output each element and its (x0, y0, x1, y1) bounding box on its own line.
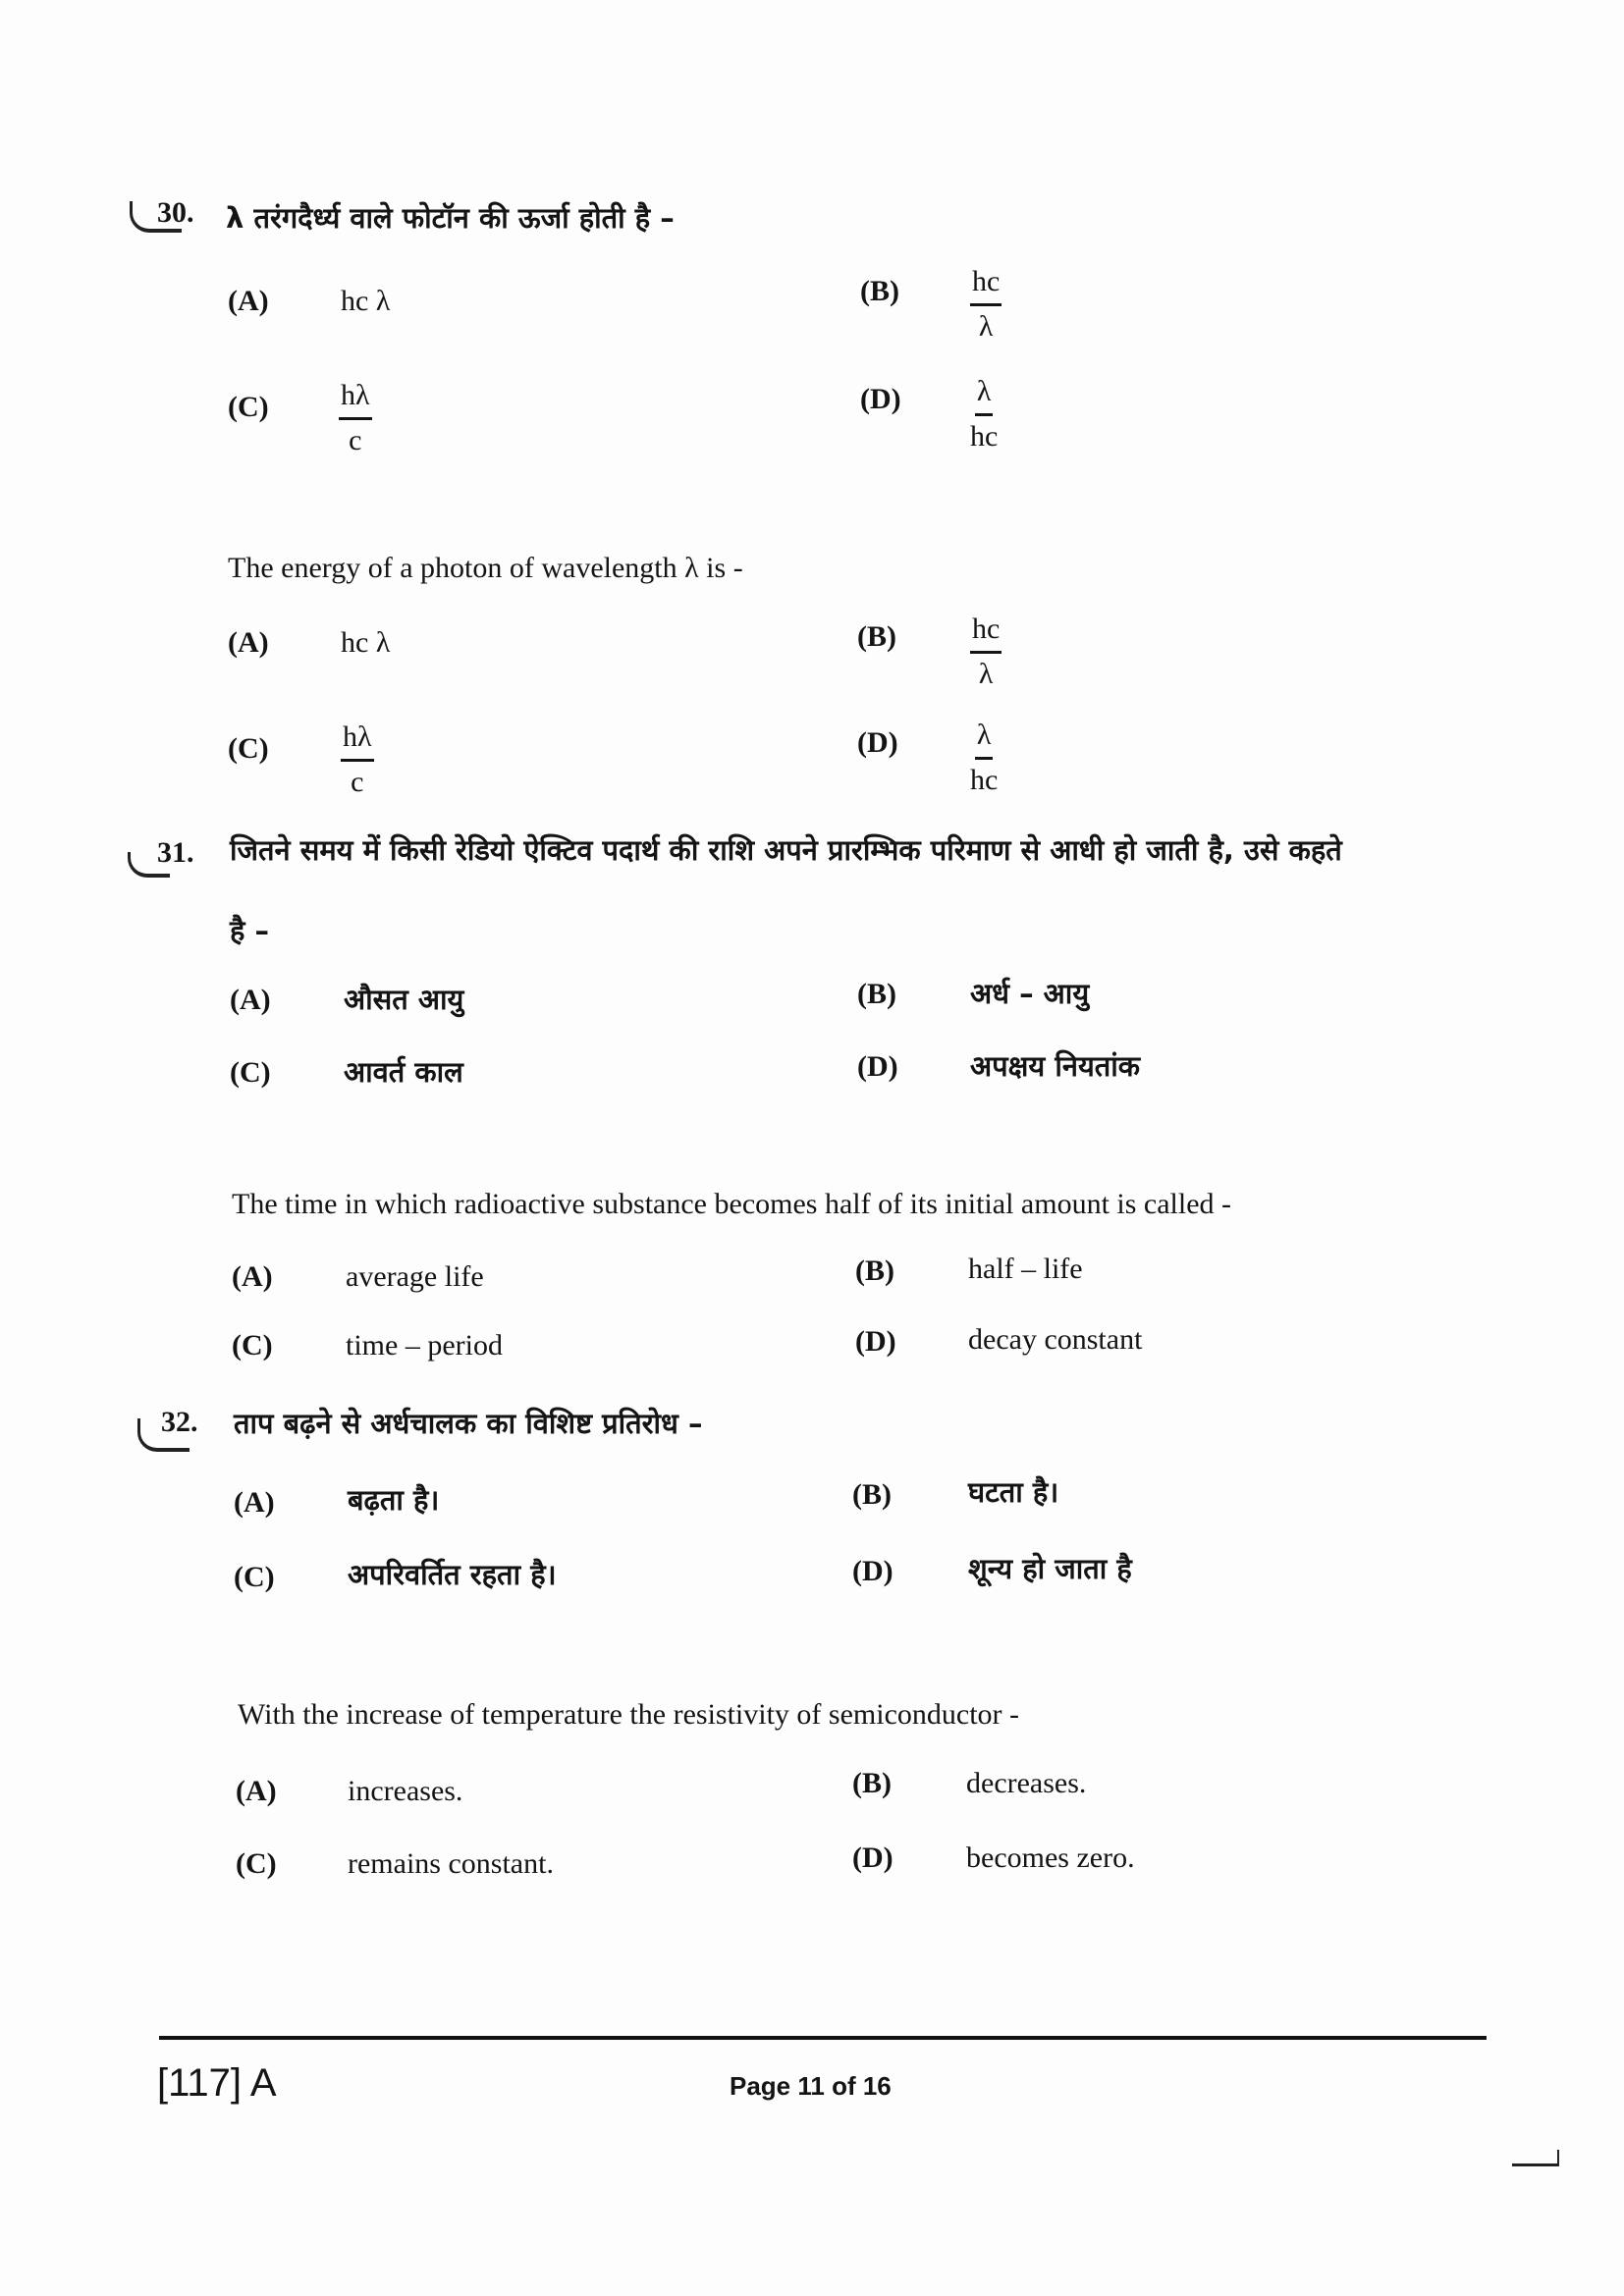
option-letter: (A) (230, 984, 271, 1016)
numerator: hλ (339, 379, 372, 420)
option-letter: (D) (855, 1325, 896, 1358)
option-letter: (B) (852, 1478, 892, 1511)
option-value: शून्य हो जाता है (968, 1552, 1132, 1585)
option-value: becomes zero. (966, 1842, 1135, 1874)
paper-code: [117] A (157, 2061, 277, 2105)
option-value: time – period (346, 1329, 503, 1362)
option-letter: (D) (852, 1555, 893, 1587)
option-letter: (C) (228, 391, 269, 423)
numerator: λ (975, 719, 994, 760)
question-text-hindi: ताप बढ़ने से अर्धचालक का विशिष्ट प्रतिरोध – (234, 1407, 703, 1440)
option-letter: (D) (857, 726, 898, 759)
option-letter: (D) (852, 1842, 893, 1874)
option-value: अपक्षय नियतांक (970, 1049, 1141, 1083)
option-value: decreases. (966, 1767, 1087, 1799)
denominator: hc (970, 419, 999, 453)
option-letter: (B) (857, 620, 896, 653)
question-number: 30. (157, 196, 194, 229)
numerator: hc (970, 265, 1001, 306)
option-value: hc λ (341, 626, 391, 659)
option-letter: (B) (852, 1767, 892, 1799)
option-letter: (C) (236, 1847, 277, 1880)
option-letter: (B) (860, 275, 899, 307)
option-letter: (C) (234, 1561, 275, 1593)
option-letter: (A) (234, 1486, 275, 1519)
option-value: घटता है। (968, 1475, 1059, 1509)
footer-divider (159, 2036, 1487, 2040)
option-letter: (B) (855, 1255, 894, 1287)
option-value: decay constant (968, 1323, 1143, 1356)
option-value: half – life (968, 1253, 1083, 1285)
question-text-hindi: जितने समय में किसी रेडियो ऐक्टिव पदार्थ की राशि अपने प्रारम्भिक परिमाण से आधी हो जाती है, उसे कहते (230, 833, 1342, 867)
denominator: hc (970, 763, 999, 796)
denominator: c (351, 765, 364, 798)
question-number: 31. (157, 836, 194, 869)
numerator: λ (975, 375, 994, 416)
option-value: increases. (348, 1775, 463, 1807)
option-letter: (B) (857, 978, 896, 1010)
option-value: बढ़ता है। (348, 1483, 440, 1517)
page-number: Page 11 of 16 (730, 2071, 892, 2101)
question-text-english: The time in which radioactive substance becomes half of its initial amount is called - (232, 1188, 1232, 1220)
corner-mark-icon (1512, 2150, 1559, 2166)
option-fraction (970, 613, 1001, 691)
option-value: remains constant. (348, 1847, 554, 1880)
option-letter: (A) (236, 1775, 277, 1807)
option-value: औसत आयु (344, 983, 464, 1016)
option-letter: (D) (860, 383, 901, 415)
option-letter: (C) (232, 1329, 273, 1362)
option-value: अर्ध – आयु (970, 977, 1090, 1010)
option-fraction (970, 265, 1001, 344)
option-value: आवर्त काल (344, 1055, 463, 1089)
option-fraction (970, 375, 998, 454)
question-text-english: With the increase of temperature the resistivity of semiconductor - (238, 1698, 1020, 1731)
option-letter: (D) (857, 1050, 898, 1083)
option-letter: (C) (228, 732, 269, 765)
option-fraction (339, 379, 372, 457)
question-text-english: The energy of a photon of wavelength λ is - (228, 552, 743, 584)
numerator: hc (970, 613, 1001, 654)
option-fraction (970, 719, 998, 797)
option-letter: (A) (228, 285, 269, 317)
option-value: average life (346, 1260, 484, 1293)
question-number: 32. (161, 1406, 198, 1438)
denominator: λ (978, 309, 994, 343)
question-text-hindi: λ तरंगदैर्ध्य वाले फोटॉन की ऊर्जा होती है – (226, 201, 675, 235)
numerator: hλ (341, 721, 374, 762)
option-letter: (C) (230, 1056, 271, 1089)
option-letter: (A) (228, 626, 269, 659)
option-fraction (341, 721, 374, 799)
option-letter: (A) (232, 1260, 273, 1293)
option-value: hc λ (341, 285, 391, 317)
question-text-hindi-continued: है – (230, 914, 269, 947)
denominator: λ (978, 657, 994, 690)
option-value: अपरिवर्तित रहता है। (348, 1558, 557, 1591)
denominator: c (349, 423, 362, 456)
